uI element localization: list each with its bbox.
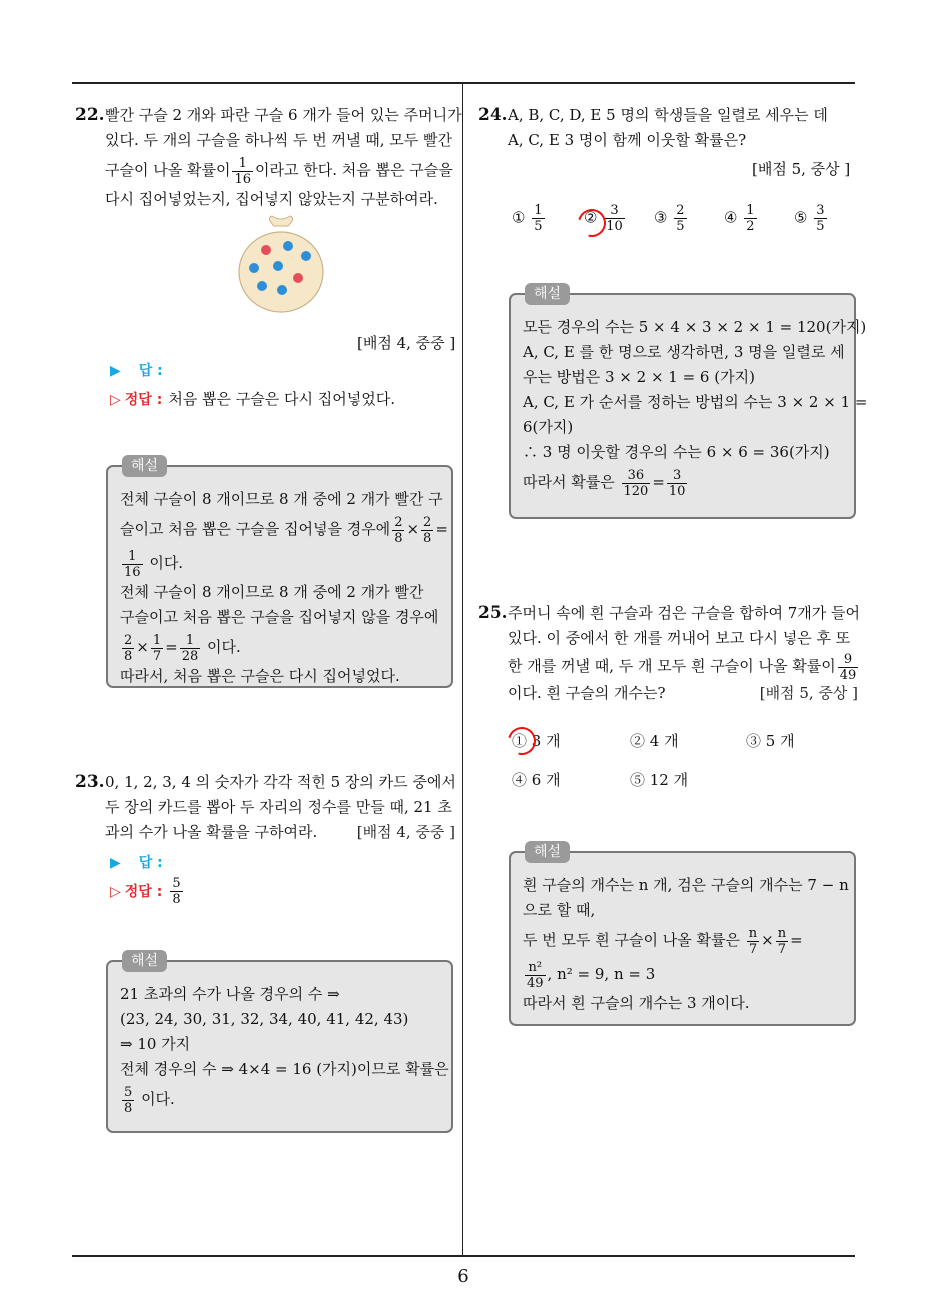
- q24-sol-line-1: 모든 경우의 수는 5 × 4 × 3 × 2 × 1 = 120(가지): [523, 318, 867, 336]
- q23-sol-line-3: ⇒ 10 가지: [120, 1035, 191, 1053]
- q22-sol-line-6: $\frac{2}{8}$ × $\frac{1}{7}$ = $\frac{1}{28}$ 이다.: [124, 632, 241, 664]
- question-number-25: 25.: [478, 603, 508, 623]
- q25-sol-line-1: 흰 구슬의 개수는 n 개, 검은 구슬의 개수는 7 − n: [523, 876, 849, 894]
- q22-line-4: 다시 집어넣었는지, 집어넣지 않았는지 구분하여라.: [105, 190, 438, 208]
- q24-points: [배점 5, 중상 ]: [752, 160, 851, 178]
- correct-answer-text: 처음 뽑은 구슬은 다시 집어넣었다.: [168, 390, 396, 408]
- q24-line-2: A, C, E 3 명이 함께 이웃할 확률은?: [508, 131, 747, 149]
- q25-line-1: 주머니 속에 흰 구슬과 검은 구슬을 합하여 7개가 들어: [508, 604, 860, 622]
- question-25-text: [508, 601, 858, 706]
- q24-choice-4[interactable]: ④ $\frac{1}{2}$: [724, 203, 755, 234]
- page-number: 6: [457, 1266, 469, 1287]
- q22-sol-line-3: $\frac{1}{16}$ 이다.: [124, 548, 184, 580]
- bottom-rule: [72, 1255, 855, 1257]
- q25-choice-5[interactable]: ⑤ 12 개: [630, 771, 689, 789]
- q23-answer-row: [110, 852, 163, 872]
- q25-sol-line-5: 따라서 흰 구슬의 개수는 3 개이다.: [523, 994, 750, 1012]
- q22-line-1: 빨간 구슬 2 개와 파란 구슬 6 개가 들어 있는 주머니가: [105, 106, 462, 124]
- q25-line-2: 있다. 이 중에서 한 개를 꺼내어 보고 다시 넣은 후 또: [508, 629, 851, 647]
- q25-sol-line-2: 으로 할 때,: [523, 901, 596, 919]
- q22-solution-box: [106, 458, 453, 688]
- q25-choice-4[interactable]: ④ 6 개: [512, 771, 561, 789]
- q23-points: [배점 4, 중중 ]: [356, 823, 455, 841]
- q22-line-2: 있다. 두 개의 구슬을 하나씩 두 번 꺼낼 때, 모두 빨간: [105, 131, 453, 149]
- q24-choices: [512, 203, 852, 243]
- solution-tag: 해설: [525, 841, 570, 863]
- q25-choice-1[interactable]: ① 3 개: [512, 732, 561, 750]
- q22-sol-line-1: 전체 구슬이 8 개이므로 8 개 중에 2 개가 빨간 구: [120, 490, 443, 508]
- q25-line-4: 이다. 흰 구슬의 개수는? [배점 5, 중상 ]: [508, 681, 858, 706]
- question-24-text: [508, 103, 858, 153]
- play-triangle-icon: ▶: [110, 855, 121, 871]
- question-number-24: 24.: [478, 105, 508, 125]
- q24-sol-line-7: 따라서 확률은 $\frac{36}{120}$ = $\frac{3}{10}$: [523, 467, 686, 499]
- correct-label: 정답 :: [124, 883, 163, 900]
- selected-answer-mark: [503, 722, 541, 760]
- q22-sol-line-7: 따라서, 처음 뽑은 구슬은 다시 집어넣었다.: [120, 667, 400, 685]
- q24-sol-line-2: A, C, E 를 한 명으로 생각하면, 3 명을 일렬로 세: [523, 343, 845, 361]
- q25-solution-box: [509, 844, 856, 1026]
- solution-tag: 해설: [122, 950, 167, 972]
- q25-line-3: 한 개를 꺼낼 때, 두 개 모두 흰 구슬이 나올 확률이 $\frac{9}{49}$: [508, 651, 857, 683]
- solution-tag: 해설: [122, 455, 167, 477]
- q25-choice-2[interactable]: ② 4 개: [630, 732, 679, 750]
- q22-line-3: 구슬이 나올 확률이 $\frac{1}{16}$ 이라고 한다. 처음 뽑은 구슬을: [105, 155, 453, 187]
- q23-sol-line-2: (23, 24, 30, 31, 32, 34, 40, 41, 42, 43): [120, 1010, 409, 1028]
- q23-sol-line-5: $\frac{5}{8}$ 이다.: [124, 1084, 175, 1116]
- q23-sol-line-1: 21 초과의 수가 나올 경우의 수 ⇒: [120, 985, 340, 1003]
- q23-sol-line-4: 전체 경우의 수 ⇒ 4×4 = 16 (가지)이므로 확률은: [120, 1060, 449, 1078]
- top-rule: [72, 82, 855, 84]
- correct-answer-fraction: $\frac{5}{8}$: [172, 876, 181, 907]
- q24-line-1: A, B, C, D, E 5 명의 학생들을 일렬로 세우는 데: [508, 106, 828, 124]
- answer-label: 답 :: [138, 363, 163, 379]
- question-22-text: [105, 103, 462, 212]
- q24-choice-3[interactable]: ③ $\frac{2}{5}$: [654, 203, 685, 234]
- q24-choice-1[interactable]: ① $\frac{1}{5}$: [512, 203, 543, 234]
- q22-answer-row: [110, 360, 163, 380]
- column-divider: [462, 84, 463, 1255]
- q24-sol-line-3: 우는 방법은 3 × 2 × 1 = 6 (가지): [523, 368, 755, 386]
- q24-sol-line-6: ∴ 3 명 이웃할 경우의 수는 6 × 6 = 36(가지): [523, 443, 830, 461]
- q23-line-2: 두 장의 카드를 뽑아 두 자리의 정수를 만들 때, 21 초: [105, 798, 452, 816]
- q25-choice-3[interactable]: ③ 5 개: [746, 732, 795, 750]
- q22-sol-line-5: 구슬이고 처음 뽑은 구슬을 집어넣지 않을 경우에: [120, 608, 439, 626]
- correct-label: 정답 :: [124, 392, 163, 408]
- q24-sol-line-4: A, C, E 가 순서를 정하는 방법의 수는 3 × 2 × 1 =: [523, 393, 868, 411]
- question-number-22: 22.: [75, 105, 105, 125]
- q24-sol-line-5: 6(가지): [523, 418, 574, 436]
- q25-sol-line-4: $\frac{\text{n²}}{49}$ , n² = 9, n = 3: [527, 959, 656, 991]
- outline-triangle-icon: ▷: [110, 392, 121, 408]
- q23-solution-box: [106, 953, 453, 1133]
- play-triangle-icon: ▶: [110, 363, 121, 379]
- q24-choice-2[interactable]: ② $\frac{3}{10}$: [584, 203, 623, 234]
- marble-bag-illustration: [236, 214, 326, 314]
- q24-solution-box: [509, 286, 868, 519]
- q22-correct-row: [110, 388, 395, 409]
- solution-tag: 해설: [525, 283, 570, 305]
- q22-points: [배점 4, 중중 ]: [357, 334, 456, 352]
- q25-choices: [512, 730, 852, 790]
- q24-choice-5[interactable]: ⑤ $\frac{3}{5}$: [794, 203, 825, 234]
- q23-line-1: 0, 1, 2, 3, 4 의 숫자가 각각 적힌 5 장의 카드 중에서: [105, 773, 456, 791]
- outline-triangle-icon: ▷: [110, 883, 121, 900]
- question-number-23: 23.: [75, 772, 105, 792]
- q25-points: [배점 5, 중상 ]: [759, 684, 858, 702]
- q23-line-3: 과의 수가 나올 확률을 구하여라. [배점 4, 중중 ]: [105, 820, 455, 845]
- question-23-text: [105, 770, 455, 845]
- q22-sol-line-4: 전체 구슬이 8 개이므로 8 개 중에 2 개가 빨간: [120, 583, 424, 601]
- q25-sol-line-3: 두 번 모두 흰 구슬이 나올 확률은 $\frac{n}{7}$ × $\frac{n}{7}$ =: [523, 925, 803, 957]
- q23-correct-row: [110, 876, 185, 907]
- answer-label: 답 :: [138, 855, 163, 871]
- q22-sol-line-2: 슬이고 처음 뽑은 구슬을 집어넣을 경우에 $\frac{2}{8}$ × $\frac{2}{8}$ =: [120, 514, 448, 546]
